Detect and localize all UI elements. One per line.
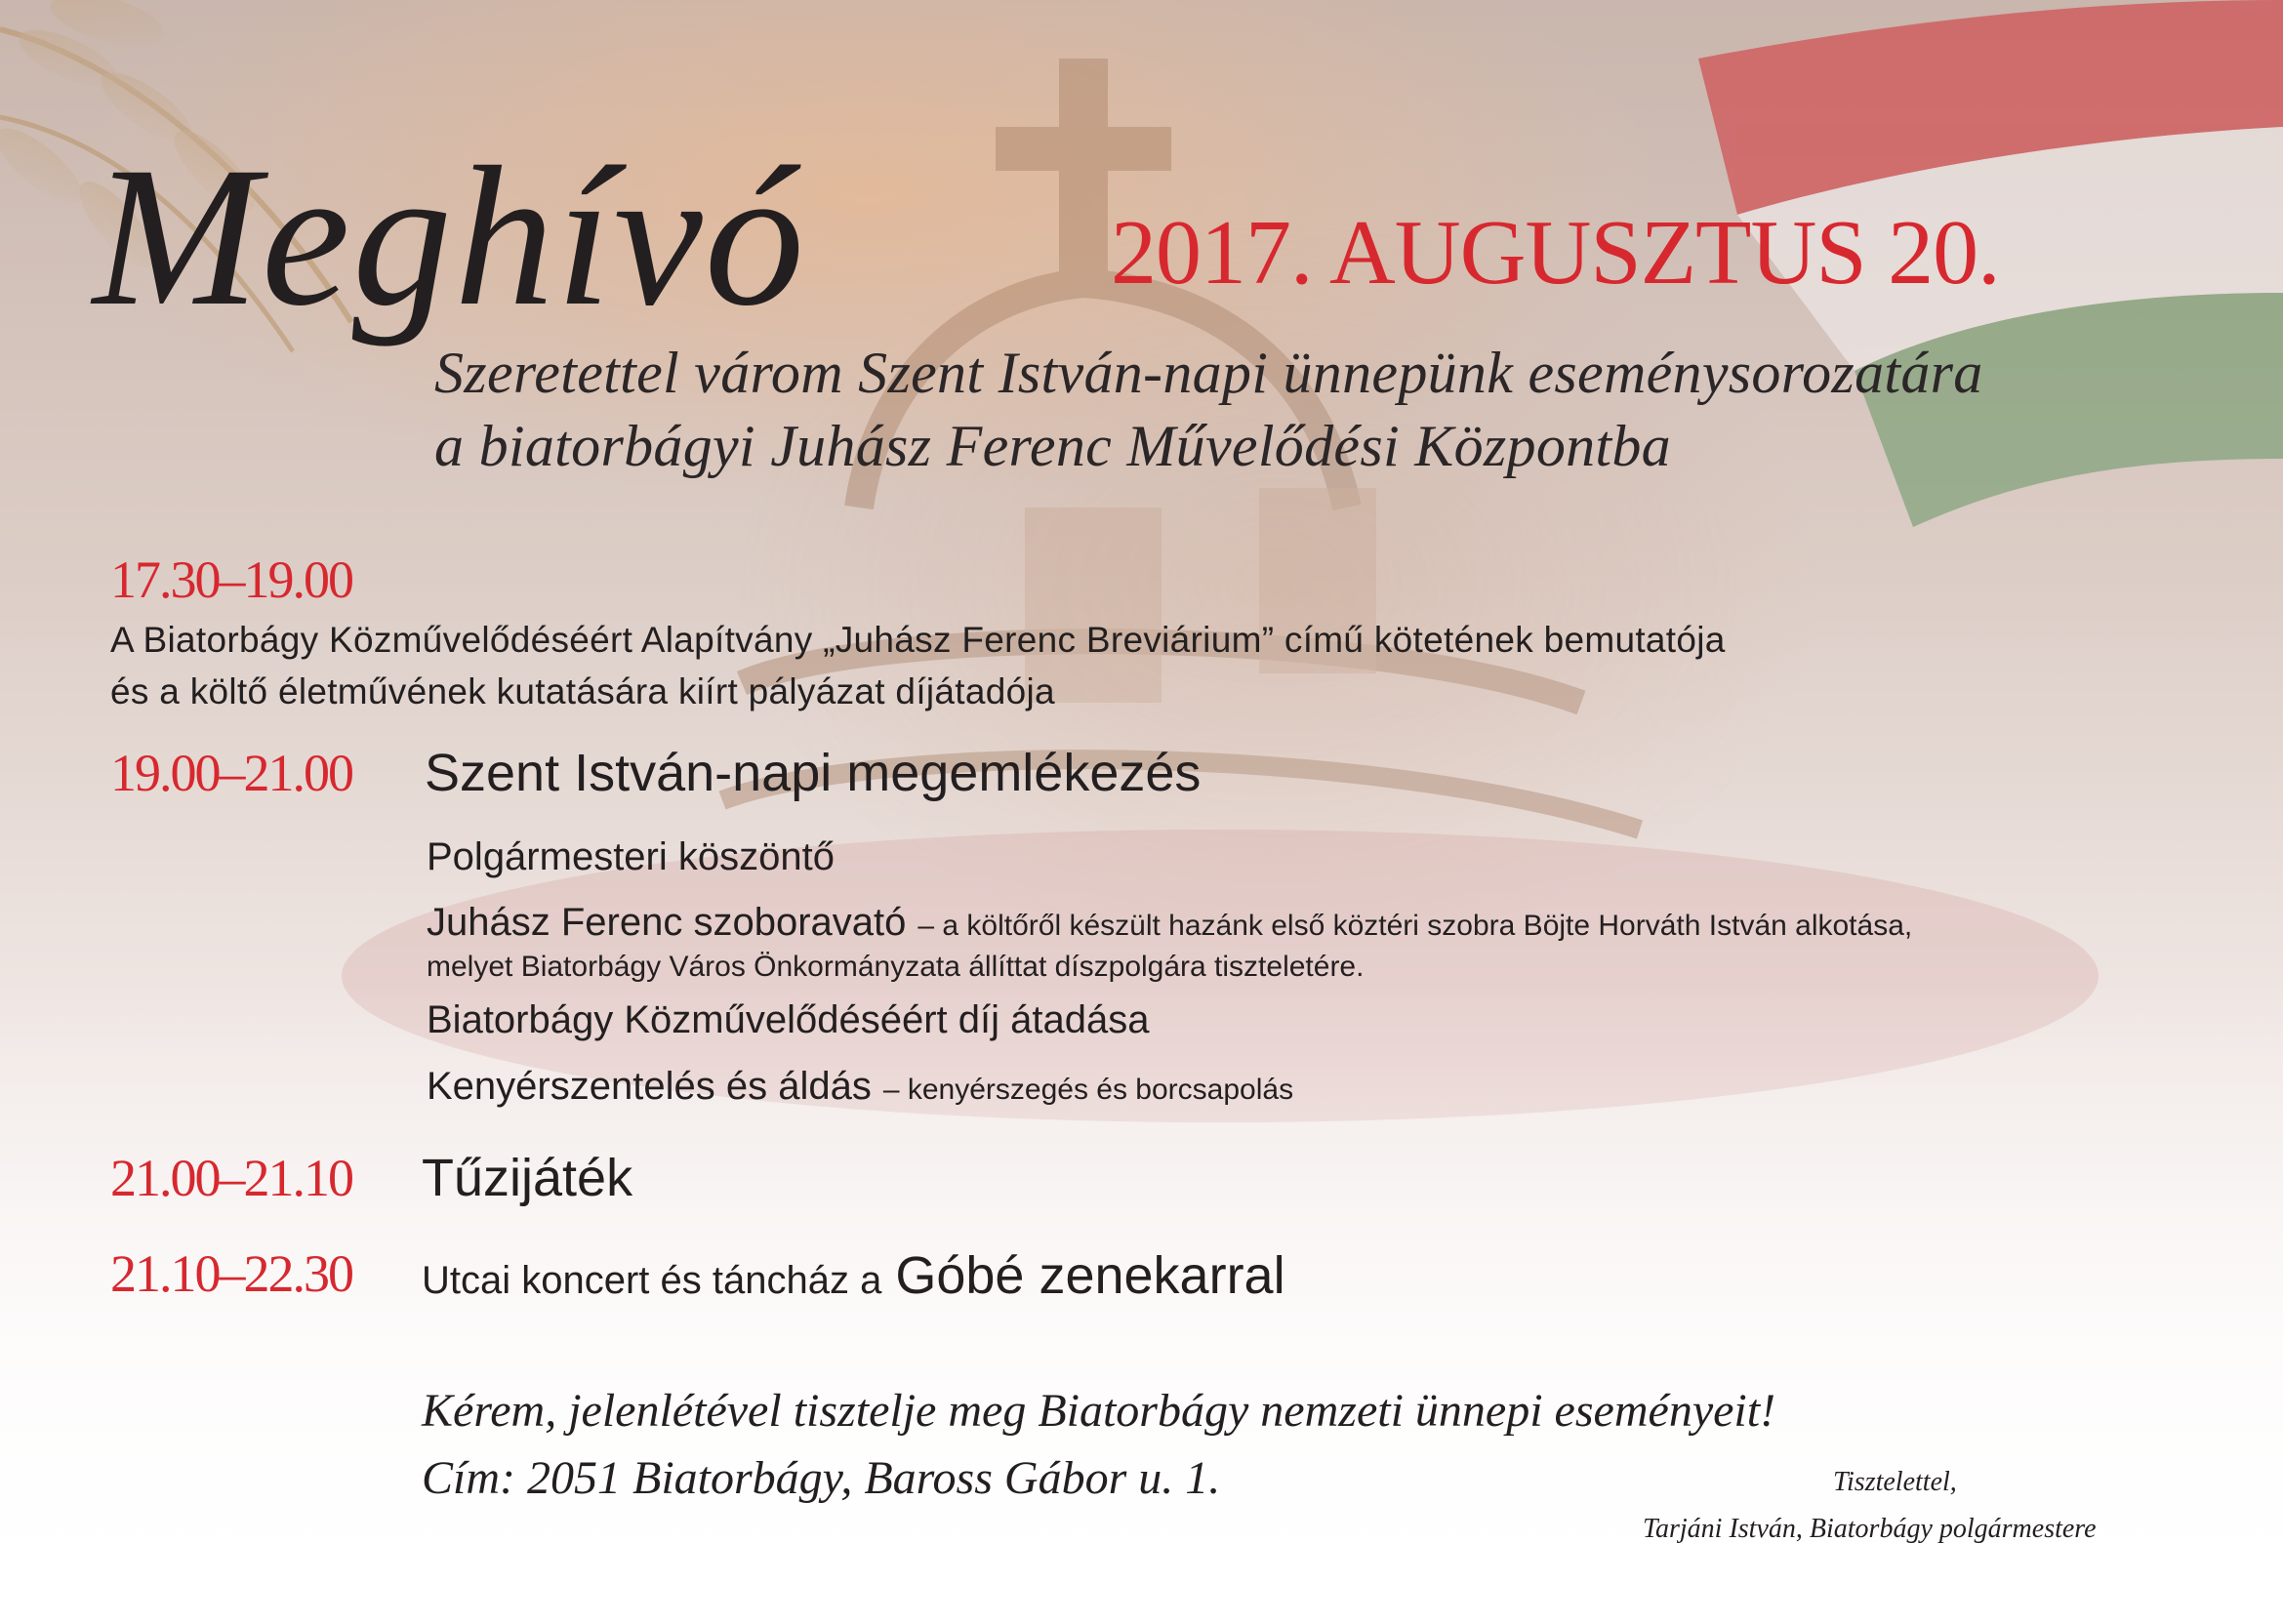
sub-item-4: [427, 1067, 1293, 1106]
event-title-4-main: Góbé zenekarral: [895, 1246, 1285, 1305]
sub-item-1: Polgármesteri köszöntő: [427, 835, 835, 878]
sub-item-2-note-line2: melyet Biatorbágy Város Önkormányzata állíttat díszpolgára tiszteletére.: [427, 951, 1365, 983]
event-time-4: 21.10–22.30: [110, 1244, 352, 1303]
sub-item-4-note: – kenyérszegés és borcsapolás: [882, 1074, 1294, 1106]
sub-item-4-title: Kenyérszentelés és áldás: [427, 1065, 872, 1108]
event-date: 2017. AUGUSZTUS 20.: [1111, 202, 2000, 304]
closing-address: Cím: 2051 Biatorbágy, Baross Gábor u. 1.: [422, 1452, 1221, 1504]
event-title-4: [422, 1245, 1285, 1306]
event-time-1: 17.30–19.00: [110, 550, 352, 609]
event-title-3: Tűzijáték: [422, 1149, 633, 1207]
sub-item-2-note: – a költőről készült hazánk első köztéri szobra Böjte Horváth István alkotása,: [917, 910, 1913, 942]
event-time-3: 21.00–21.10: [110, 1149, 352, 1207]
intro-line-2: a biatorbágyi Juhász Ferenc Művelődési Központba: [434, 414, 1671, 478]
event-desc-1-line1: A Biatorbágy Közművelődéséért Alapítvány „Juhász Ferenc Breviárium” című kötetének bemutatója: [110, 620, 1726, 660]
event-title-2: Szent István-napi megemlékezés: [425, 744, 1202, 802]
sub-item-3: Biatorbágy Közművelődéséért díj átadása: [427, 998, 1150, 1041]
sub-item-2-title: Juhász Ferenc szoboravató: [427, 901, 907, 944]
signature-greeting: Tisztelettel,: [1833, 1467, 1957, 1497]
closing-line-1: Kérem, jelenlétével tisztelje meg Biatorbágy nemzeti ünnepi eseményeit!: [422, 1385, 1776, 1437]
invitation-title: Meghívó: [93, 126, 807, 347]
intro-line-1: Szeretettel várom Szent István-napi ünnepünk eseménysorozatára: [434, 341, 1983, 405]
event-desc-1-line2: és a költő életművének kutatására kiírt pályázat díjátadója: [110, 671, 1055, 711]
event-title-4-prefix: Utcai koncert és táncház a: [422, 1259, 882, 1302]
event-time-2: 19.00–21.00: [110, 744, 352, 802]
signature-name: Tarjáni István, Biatorbágy polgármestere: [1643, 1514, 2097, 1544]
sub-item-2: [427, 903, 1912, 942]
